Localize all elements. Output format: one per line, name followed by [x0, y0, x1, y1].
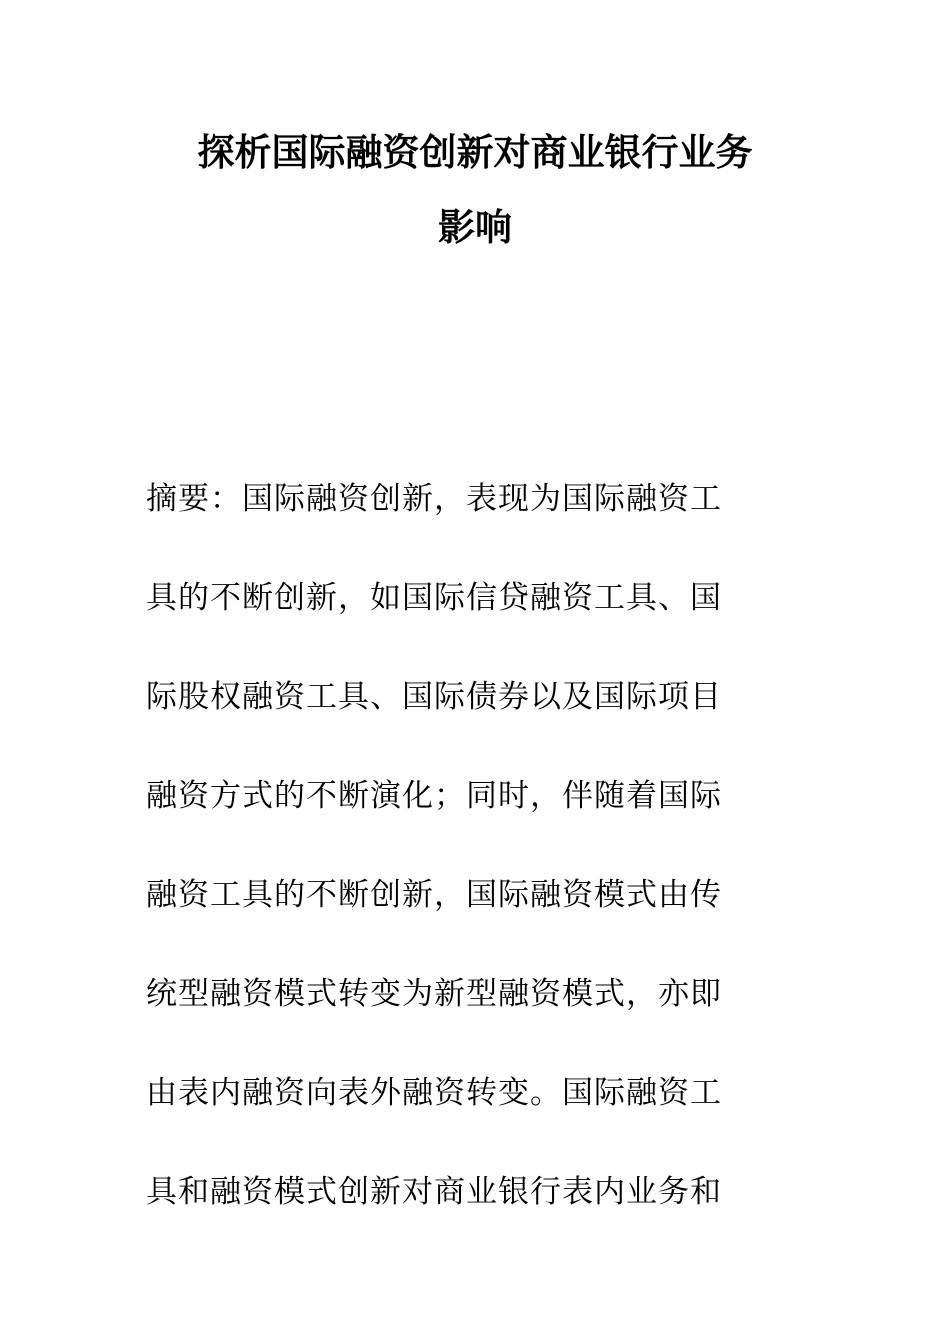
document-title-line-2: 影响	[438, 205, 512, 249]
abstract-line-6: 统型融资模式转变为新型融资模式，亦即	[146, 976, 722, 1012]
document-title-line-1: 探析国际融资创新对商业银行业务	[197, 130, 753, 174]
abstract-line-5: 融资工具的不断创新，国际融资模式由传	[146, 877, 722, 913]
abstract-line-3: 际股权融资工具、国际债券以及国际项目	[146, 679, 722, 715]
abstract-line-2: 具的不断创新，如国际信贷融资工具、国	[146, 580, 722, 616]
abstract-line-4: 融资方式的不断演化；同时，伴随着国际	[146, 778, 722, 814]
abstract-line-1: 摘要：国际融资创新，表现为国际融资工	[146, 481, 722, 517]
abstract-line-7: 由表内融资向表外融资转变。国际融资工	[146, 1075, 722, 1111]
abstract-line-8: 具和融资模式创新对商业银行表内业务和	[146, 1174, 722, 1210]
